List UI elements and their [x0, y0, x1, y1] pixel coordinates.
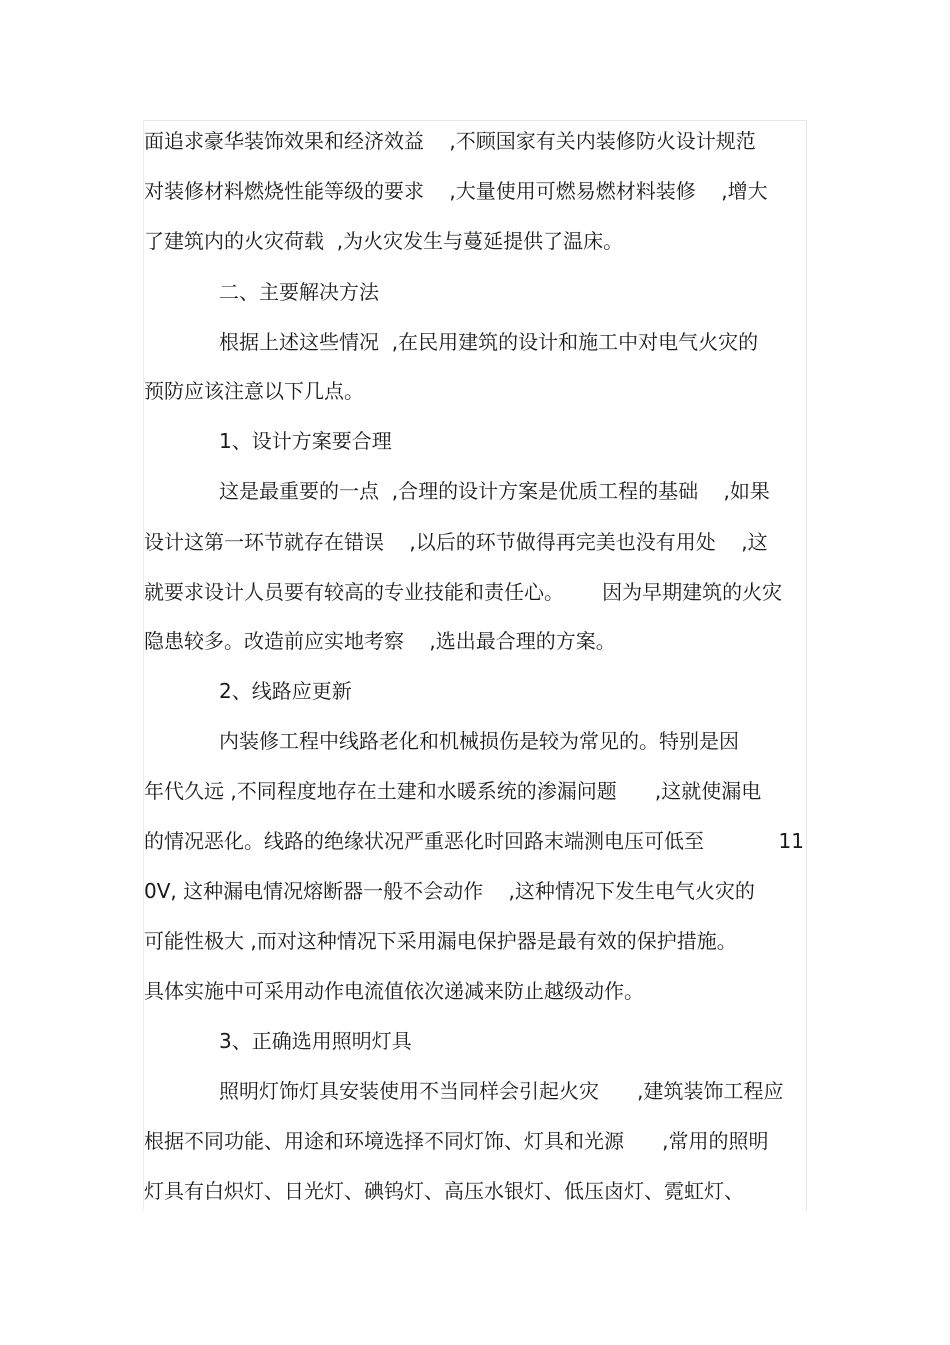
- subsection-heading: 3、正确选用照明灯具: [219, 1029, 412, 1053]
- body-text-line: 设计这第一环节就存在错误 ,以后的环节做得再完美也没有用处 ,这: [144, 530, 768, 554]
- body-text-line: 照明灯饰灯具安装使用不当同样会引起火灾 ,建筑装饰工程应: [219, 1079, 784, 1103]
- body-text-line: 了建筑内的火灾荷载 ,为火灾发生与蔓延提供了温床。: [144, 229, 624, 253]
- body-text-line: 灯具有白炽灯、日光灯、碘钨灯、高压水银灯、低压卤灯、霓虹灯、: [144, 1179, 744, 1203]
- body-text-line: 根据不同功能、用途和环境选择不同灯饰、灯具和光源 ,常用的照明: [144, 1129, 769, 1153]
- body-text-line: 隐患较多。改造前应实地考察 ,选出最合理的方案。: [144, 629, 616, 653]
- body-text-segment: 的情况恶化。线路的绝缘状况严重恶化时回路末端测电压可低至: [144, 829, 704, 853]
- body-text-line-split: [144, 825, 804, 857]
- body-text-line: 年代久远 ,不同程度地存在土建和水暖系统的渗漏问题 ,这就使漏电: [144, 779, 762, 803]
- subsection-heading: 2、线路应更新: [219, 679, 352, 703]
- body-text-line: 0V, 这种漏电情况熔断器一般不会动作 ,这种情况下发生电气火灾的: [144, 879, 755, 903]
- body-text-line: 预防应该注意以下几点。: [144, 379, 364, 403]
- body-text-line: 对装修材料燃烧性能等级的要求 ,大量使用可燃易燃材料装修 ,增大: [144, 179, 768, 203]
- body-text-line: 内装修工程中线路老化和机械损伤是较为常见的。特别是因: [219, 729, 739, 753]
- body-text-line: 就要求设计人员要有较高的专业技能和责任心。 因为早期建筑的火灾: [144, 580, 783, 604]
- body-text-line: 这是最重要的一点 ,合理的设计方案是优质工程的基础 ,如果: [219, 479, 770, 503]
- body-text-line: 根据上述这些情况 ,在民用建筑的设计和施工中对电气火灾的: [219, 330, 759, 354]
- body-text-segment: 11: [778, 829, 804, 853]
- body-text-line: 可能性极大 ,而对这种情况下采用漏电保护器是最有效的保护措施。: [144, 929, 737, 953]
- subsection-heading: 1、设计方案要合理: [219, 429, 392, 453]
- body-text-line: 具体实施中可采用动作电流值依次递减来防止越级动作。: [144, 979, 644, 1003]
- section-heading: 二、主要解决方法: [219, 280, 379, 304]
- body-text-line: 面追求豪华装饰效果和经济效益 ,不顾国家有关内装修防火设计规范: [144, 129, 756, 153]
